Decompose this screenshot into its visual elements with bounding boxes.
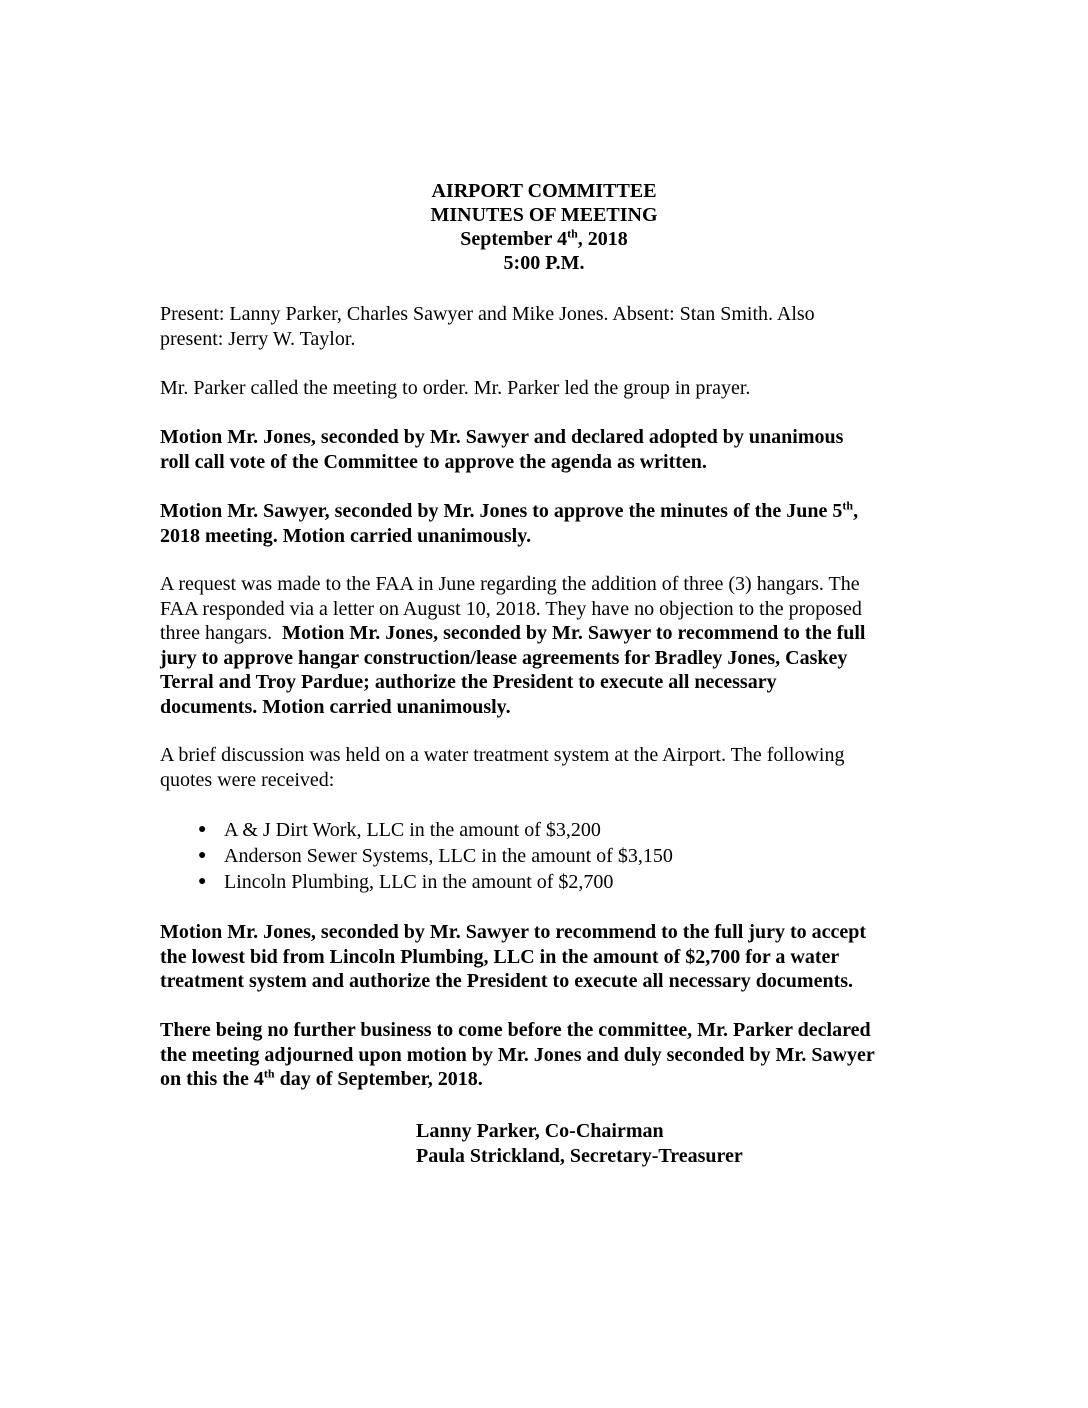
co-chairman-signature: Lanny Parker, Co-Chairman	[416, 1120, 664, 1142]
bullet-icon: ●	[198, 848, 207, 863]
bullet-icon: ●	[198, 874, 207, 889]
committee-title: AIRPORT COMMITTEE	[431, 180, 657, 202]
hangars-paragraph: A request was made to the FAA in June regarding the addition of three (3) hangars. The FAA responded via a letter on August 10, 2018. They have no objection to the proposed three hangars. Motion Mr. Jones, seconded by Mr. Sawyer to recommend to the full jury to approve hangar construction/lease agreements for Bradley Jones, Caskey Terral and Troy Pardue; authorize the President to execute all necessary documents. Motion carried unanimously.	[160, 573, 866, 718]
list-item: ● A & J Dirt Work, LLC in the amount of $3,200	[198, 819, 601, 841]
meeting-time: 5:00 P.M.	[503, 252, 585, 274]
secretary-signature: Paula Strickland, Secretary-Treasurer	[416, 1144, 743, 1167]
list-item: ● Lincoln Plumbing, LLC in the amount of $2,700	[198, 871, 614, 893]
water-motion-paragraph: Motion Mr. Jones, seconded by Mr. Sawyer to recommend to the full jury to accept the lowest bid from Lincoln Plumbing, LLC in the amount of $2,700 for a water treatment system and authorize the President to execute all necessary documents.	[160, 921, 867, 992]
quotes-list	[160, 818, 900, 896]
bullet-icon: ●	[198, 822, 207, 837]
document-header	[160, 179, 928, 275]
minutes-title: MINUTES OF MEETING	[430, 204, 658, 226]
meeting-date: September 4th, 2018	[460, 226, 628, 250]
signature-block	[416, 1119, 836, 1168]
water-discussion-paragraph: A brief discussion was held on a water treatment system at the Airport. The following quotes were received:	[160, 744, 845, 791]
list-item: ● Anderson Sewer Systems, LLC in the amount of $3,150	[198, 845, 673, 867]
agenda-motion-paragraph: Motion Mr. Jones, seconded by Mr. Sawyer and declared adopted by unanimous roll call vote of the Committee to approve the agenda as written.	[160, 426, 844, 473]
minutes-motion-paragraph: Motion Mr. Sawyer, seconded by Mr. Jones to approve the minutes of the June 5th, 2018 meeting. Motion carried unanimously.	[160, 498, 859, 547]
attendance-paragraph: Present: Lanny Parker, Charles Sawyer and Mike Jones. Absent: Stan Smith. Also present: Jerry W. Taylor.	[160, 303, 815, 350]
adjournment-paragraph: There being no further business to come before the committee, Mr. Parker declared the meeting adjourned upon motion by Mr. Jones and duly seconded by Mr. Sawyer on this the 4th day of September, 2018.	[160, 1019, 875, 1090]
call-to-order-paragraph: Mr. Parker called the meeting to order. Mr. Parker led the group in prayer.	[160, 377, 751, 399]
